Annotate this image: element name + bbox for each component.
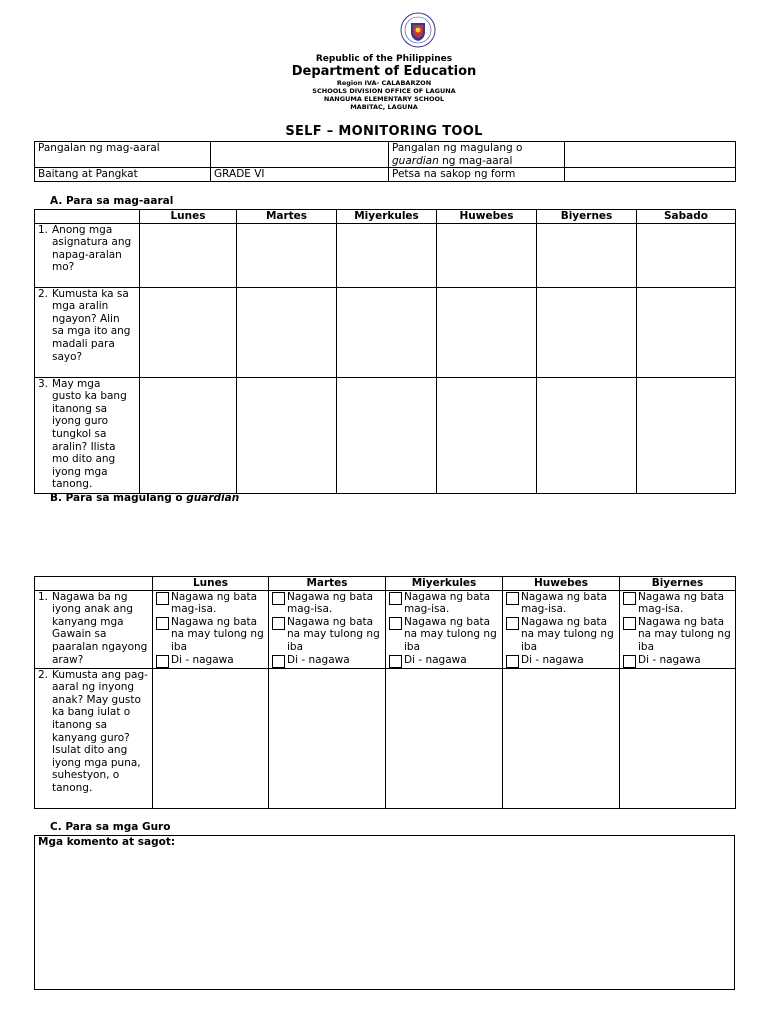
answer-cell[interactable] — [637, 287, 736, 377]
answer-cell[interactable] — [237, 377, 337, 493]
parent-name-label: Pangalan ng magulang o guardian ng mag-aaral — [389, 142, 565, 168]
answer-cell[interactable] — [337, 287, 437, 377]
section-b-heading: B. Para sa magulang o guardian — [50, 492, 240, 504]
day-header: Martes — [237, 210, 337, 224]
day-header: Lunes — [153, 577, 269, 591]
answer-cell[interactable] — [237, 287, 337, 377]
day-header: Biyernes — [620, 577, 736, 591]
day-header: Sabado — [637, 210, 736, 224]
answer-cell[interactable] — [337, 377, 437, 493]
checkbox[interactable] — [623, 655, 636, 668]
division-line: SCHOOLS DIVISION OFFICE OF LAGUNA — [312, 87, 456, 95]
comment-box-label: Mga komento at sagot: — [38, 836, 176, 848]
checkbox[interactable] — [506, 592, 519, 605]
question-cell: 1. Nagawa ba ng iyong anak ang kanyang mga Gawain sa paaralan ngayong araw? — [35, 590, 153, 668]
checkbox-cell: Nagawa ng bata mag-isa. Nagawa ng bata na may tulong ng iba Di - nagawa — [153, 590, 269, 668]
answer-cell[interactable] — [386, 668, 503, 808]
address-line: MABITAC, LAGUNA — [350, 103, 418, 111]
checkbox-cell: Nagawa ng bata mag-isa. Nagawa ng bata na may tulong ng iba Di - nagawa — [269, 590, 386, 668]
checkbox-cell: Nagawa ng bata mag-isa. Nagawa ng bata na may tulong ng iba Di - nagawa — [386, 590, 503, 668]
day-header: Huwebes — [503, 577, 620, 591]
grade-label: Baitang at Pangkat — [35, 168, 211, 182]
answer-cell[interactable] — [637, 377, 736, 493]
question-cell: 2. Kumusta ka sa mga aralin ngayon? Alin sa mga ito ang madali para sayo? — [35, 287, 140, 377]
day-header: Martes — [269, 577, 386, 591]
section-b-table — [34, 576, 736, 809]
page-title: SELF – MONITORING TOOL — [285, 124, 483, 139]
answer-cell[interactable] — [153, 668, 269, 808]
checkbox[interactable] — [156, 617, 169, 630]
answer-cell[interactable] — [140, 223, 237, 287]
answer-cell[interactable] — [503, 668, 620, 808]
checkbox[interactable] — [389, 655, 402, 668]
answer-cell[interactable] — [537, 223, 637, 287]
answer-cell[interactable] — [437, 377, 537, 493]
answer-cell[interactable] — [620, 668, 736, 808]
answer-cell[interactable] — [537, 287, 637, 377]
answer-cell[interactable] — [337, 223, 437, 287]
checkbox[interactable] — [272, 617, 285, 630]
region-line: Region IVA- CALABARZON — [336, 79, 432, 87]
checkbox[interactable] — [506, 655, 519, 668]
checkbox[interactable] — [272, 655, 285, 668]
student-name-label: Pangalan ng mag-aaral — [35, 142, 211, 168]
date-field[interactable] — [565, 168, 736, 182]
checkbox[interactable] — [389, 617, 402, 630]
answer-cell[interactable] — [537, 377, 637, 493]
checkbox[interactable] — [156, 592, 169, 605]
answer-cell[interactable] — [437, 223, 537, 287]
section-c-heading: C. Para sa mga Guro — [50, 821, 171, 833]
day-header: Lunes — [140, 210, 237, 224]
day-header: Biyernes — [537, 210, 637, 224]
department-line: Department of Education — [291, 64, 477, 79]
section-a-heading: A. Para sa mag-aaral — [50, 195, 174, 207]
checkbox[interactable] — [623, 592, 636, 605]
answer-cell[interactable] — [237, 223, 337, 287]
student-name-field[interactable] — [211, 142, 389, 168]
section-a-table — [34, 209, 736, 494]
deped-seal-logo — [400, 12, 436, 48]
student-info-table — [34, 141, 736, 182]
checkbox[interactable] — [272, 592, 285, 605]
checkbox[interactable] — [156, 655, 169, 668]
question-cell: 3. May mga gusto ka bang itanong sa iyong guro tungkol sa aralin? Ilista mo dito ang iyong mga tanong. — [35, 377, 140, 493]
checkbox-cell: Nagawa ng bata mag-isa. Nagawa ng bata na may tulong ng iba Di - nagawa — [620, 590, 736, 668]
corner-cell — [35, 577, 153, 591]
date-label: Petsa na sakop ng form — [389, 168, 565, 182]
checkbox[interactable] — [506, 617, 519, 630]
teacher-comment-box[interactable] — [34, 835, 735, 990]
question-cell: 2. Kumusta ang pag-aaral ng inyong anak? May gusto ka bang iulat o itanong sa kanyang guro? Isulat dito ang iyong mga puna, suhestyon, o tanong. — [35, 668, 153, 808]
question-cell: 1. Anong mga asignatura ang napag-aralan mo? — [35, 223, 140, 287]
checkbox-cell: Nagawa ng bata mag-isa. Nagawa ng bata na may tulong ng iba Di - nagawa — [503, 590, 620, 668]
answer-cell[interactable] — [140, 287, 237, 377]
checkbox[interactable] — [389, 592, 402, 605]
school-line: NANGUMA ELEMENTARY SCHOOL — [323, 95, 445, 103]
answer-cell[interactable] — [437, 287, 537, 377]
day-header: Miyerkules — [386, 577, 503, 591]
corner-cell — [35, 210, 140, 224]
answer-cell[interactable] — [140, 377, 237, 493]
parent-name-field[interactable] — [565, 142, 736, 168]
checkbox[interactable] — [623, 617, 636, 630]
grade-field[interactable]: GRADE VI — [211, 168, 389, 182]
answer-cell[interactable] — [637, 223, 736, 287]
day-header: Miyerkules — [337, 210, 437, 224]
day-header: Huwebes — [437, 210, 537, 224]
answer-cell[interactable] — [269, 668, 386, 808]
republic-line: Republic of the Philippines — [315, 54, 453, 64]
